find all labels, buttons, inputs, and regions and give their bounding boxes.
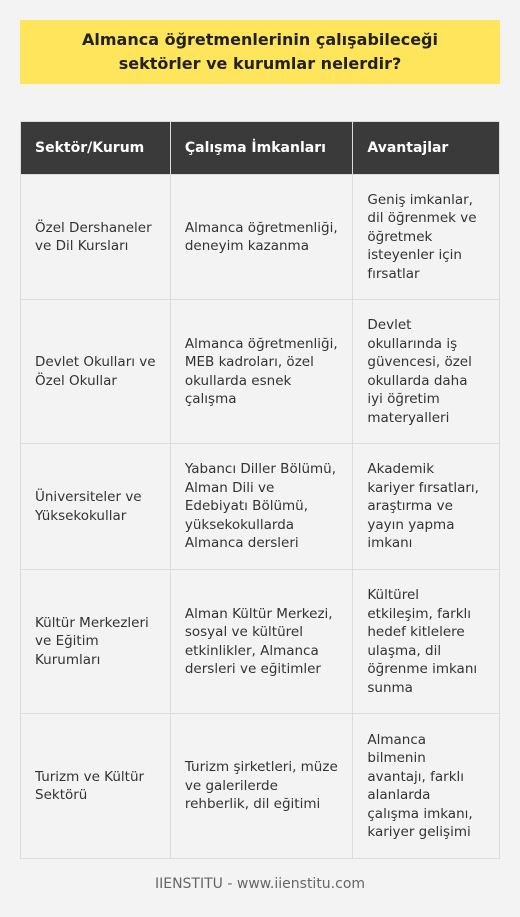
page-title-text: Almanca öğretmenlerinin çalışabileceği sektörler ve kurumlar nelerdir? xyxy=(82,30,438,73)
table-row xyxy=(21,570,500,714)
table-row xyxy=(21,300,500,444)
cell-opportunities: Almanca öğretmenliği, MEB kadroları, özel okullarda esnek çalışma xyxy=(170,300,353,444)
cell-opportunities: Yabancı Diller Bölümü, Alman Dili ve Edebiyatı Bölümü, yüksekokullarda Almanca dersleri xyxy=(170,444,353,570)
table-row xyxy=(21,714,500,859)
cell-advantages: Almanca bilmenin avantajı, farklı alanlarda çalışma imkanı, kariyer gelişimi xyxy=(353,714,500,859)
table-header-row xyxy=(21,122,500,175)
table-row xyxy=(21,444,500,570)
cell-sector: Üniversiteler ve Yüksekokullar xyxy=(21,444,171,570)
page-title xyxy=(20,20,500,84)
cell-sector: Devlet Okulları ve Özel Okullar xyxy=(21,300,171,444)
cell-sector: Özel Dershaneler ve Dil Kursları xyxy=(21,175,171,300)
cell-opportunities: Almanca öğretmenliği, deneyim kazanma xyxy=(170,175,353,300)
column-header-opportunities: Çalışma İmkanları xyxy=(170,122,353,175)
cell-advantages: Kültürel etkileşim, farklı hedef kitlelere ulaşma, dil öğrenme imkanı sunma xyxy=(353,570,500,714)
footer-credit: IIENSTITU - www.iienstitu.com xyxy=(154,876,366,892)
sectors-table xyxy=(20,121,500,859)
table-row xyxy=(21,175,500,300)
cell-opportunities: Alman Kültür Merkezi, sosyal ve kültürel etkinlikler, Almanca dersleri ve eğitimler xyxy=(170,570,353,714)
column-header-advantages: Avantajlar xyxy=(353,122,500,175)
cell-advantages: Devlet okullarında iş güvencesi, özel okullarda daha iyi öğretim materyalleri xyxy=(353,300,500,444)
column-header-sector: Sektör/Kurum xyxy=(21,122,171,175)
cell-advantages: Akademik kariyer fırsatları, araştırma ve yayın yapma imkanı xyxy=(353,444,500,570)
cell-opportunities: Turizm şirketleri, müze ve galerilerde rehberlik, dil eğitimi xyxy=(170,714,353,859)
cell-advantages: Geniş imkanlar, dil öğrenmek ve öğretmek isteyenler için fırsatlar xyxy=(353,175,500,300)
cell-sector: Kültür Merkezleri ve Eğitim Kurumları xyxy=(21,570,171,714)
cell-sector: Turizm ve Kültür Sektörü xyxy=(21,714,171,859)
